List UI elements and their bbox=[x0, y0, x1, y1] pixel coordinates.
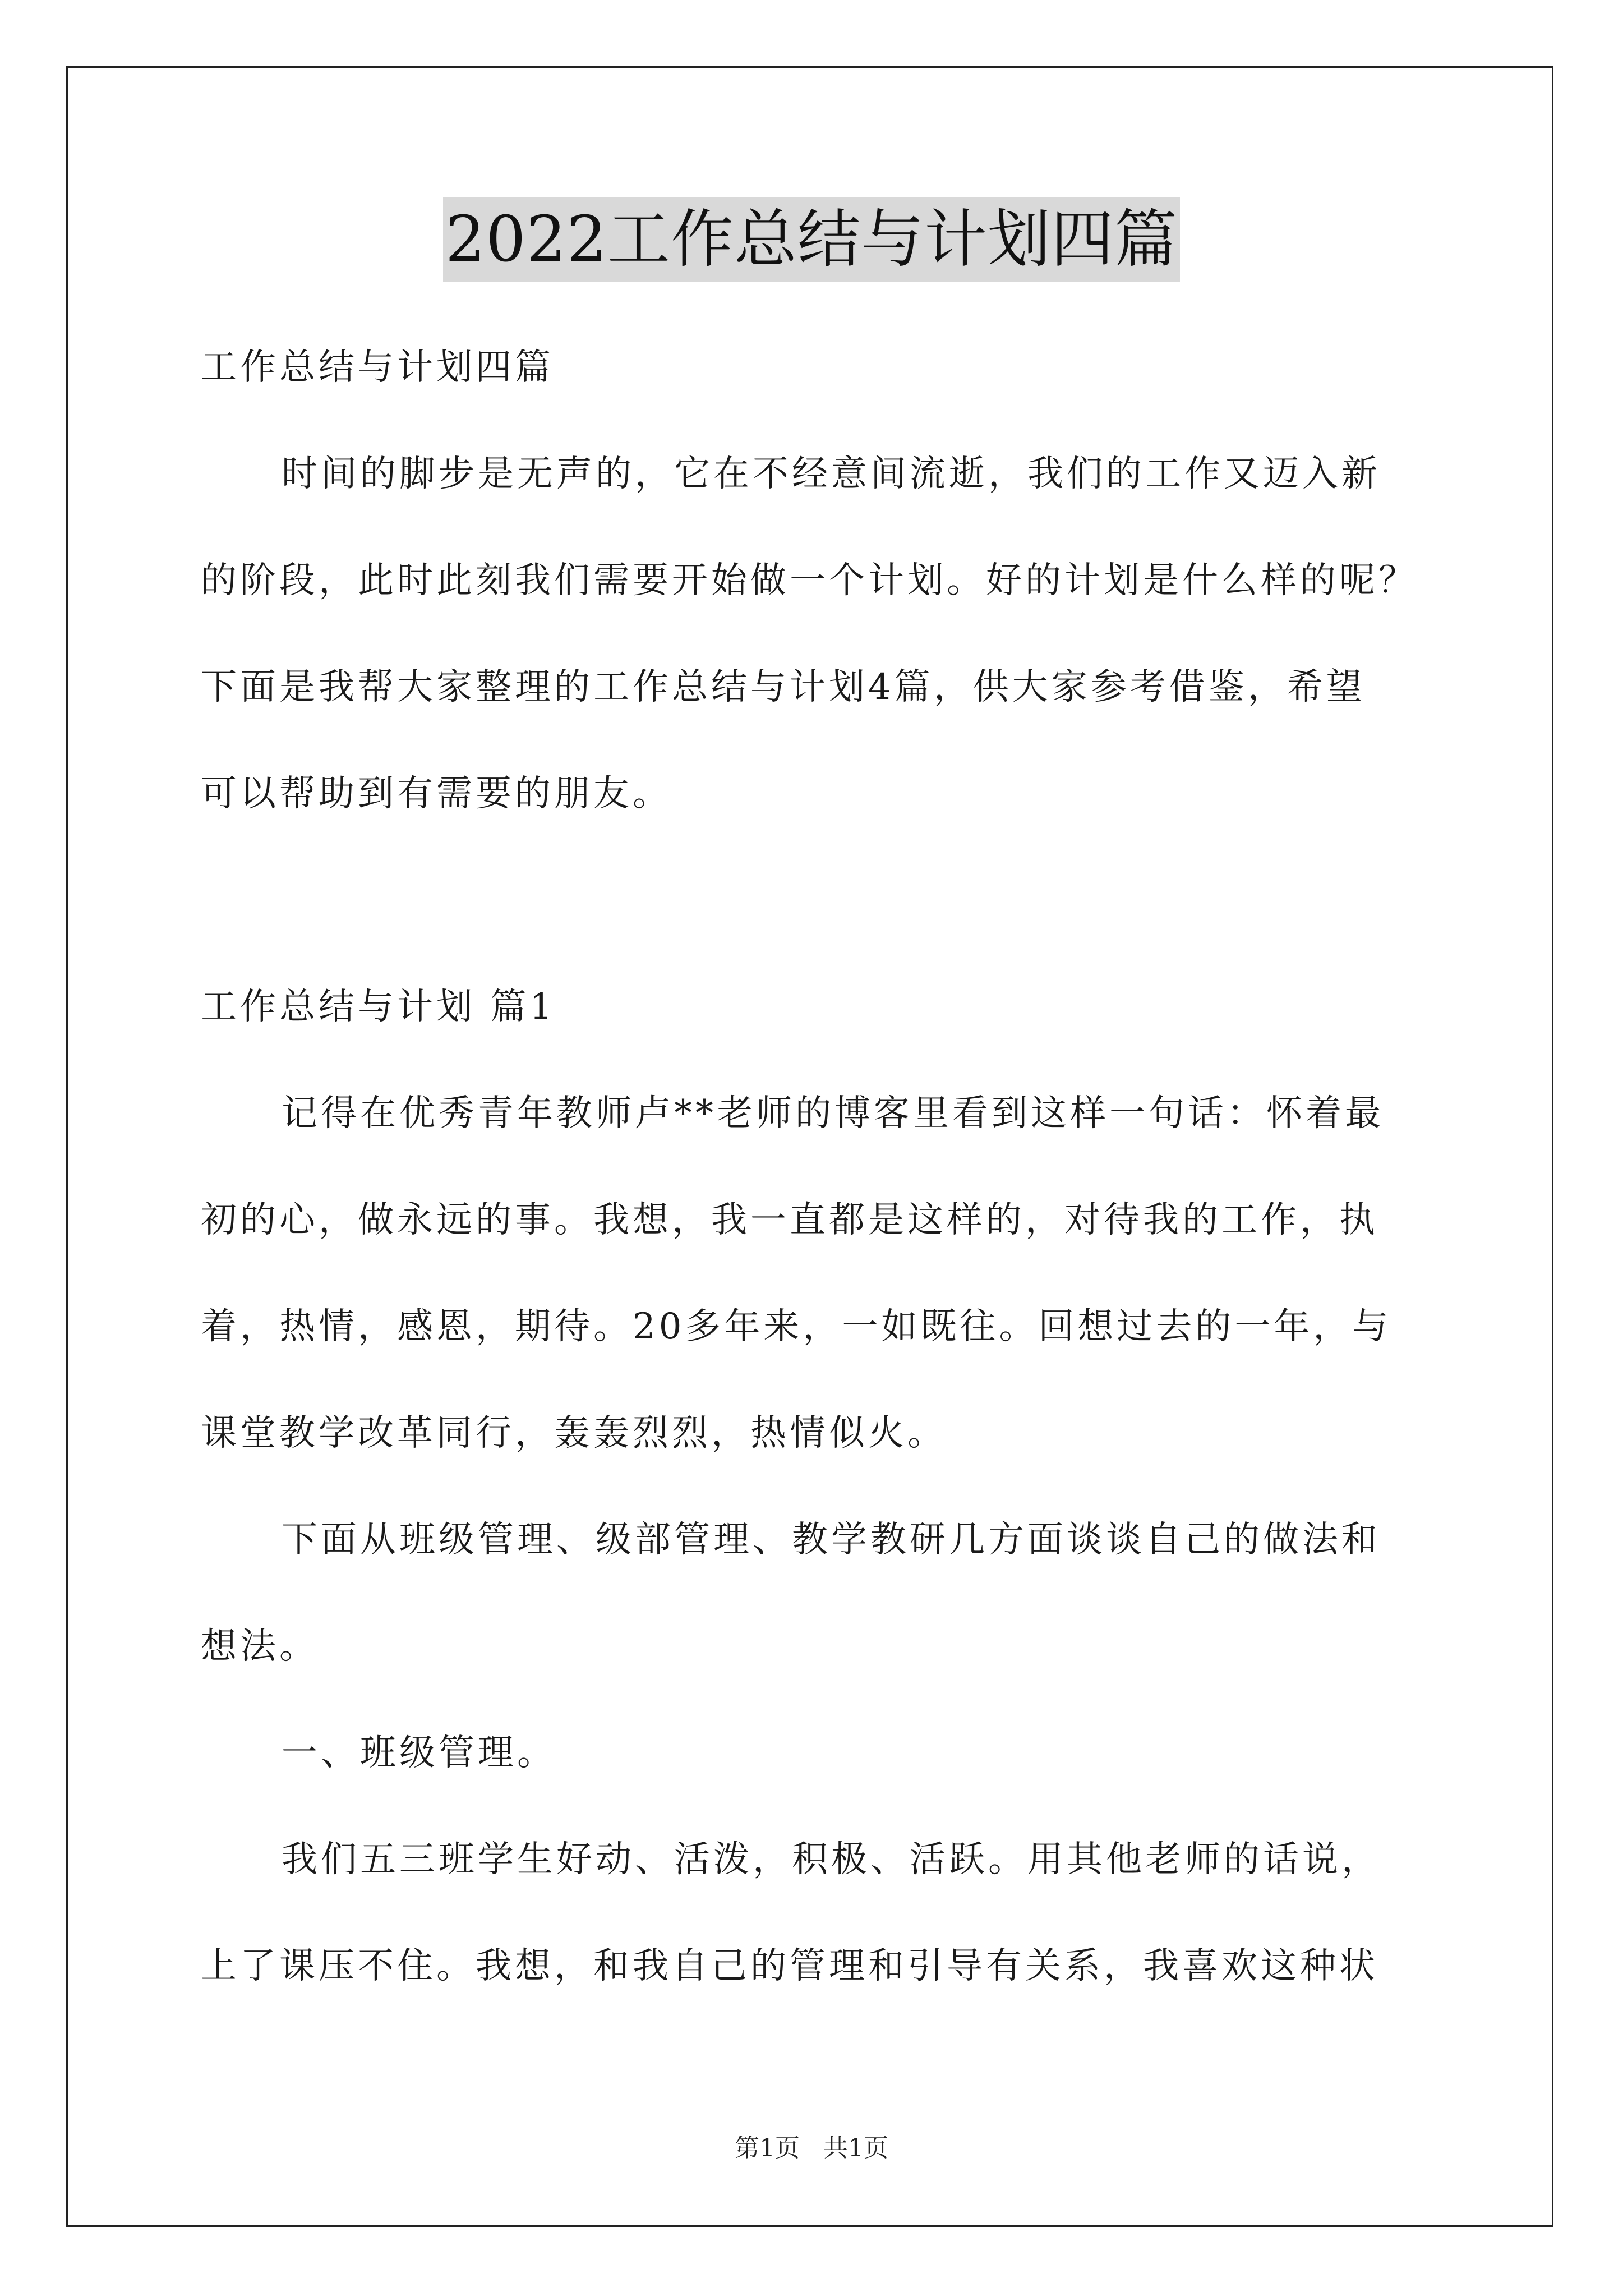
text-line: 下面从班级管理、级部管理、教学教研几方面谈谈自己的做法和 bbox=[282, 1519, 1381, 1561]
text-line: 上了课压不住。我想，和我自己的管理和引导有关系，我喜欢这种状 bbox=[201, 1945, 1378, 1987]
text-line: 可以帮助到有需要的朋友。 bbox=[201, 773, 672, 815]
text-line: 工作总结与计划四篇 bbox=[201, 347, 554, 388]
document-title: 2022工作总结与计划四篇 bbox=[443, 197, 1180, 282]
text-line: 的阶段，此时此刻我们需要开始做一个计划。好的计划是什么样的呢？ bbox=[201, 560, 1418, 601]
text-line: 记得在优秀青年教师卢**老师的博客里看到这样一句话：怀着最 bbox=[282, 1093, 1384, 1134]
blank-line bbox=[201, 847, 1435, 954]
text-line: 一、班级管理。 bbox=[282, 1732, 556, 1774]
text-line: 时间的脚步是无声的，它在不经意间流逝，我们的工作又迈入新 bbox=[282, 453, 1381, 495]
text-line: 想法。 bbox=[201, 1626, 319, 1667]
page-number: 第1页 bbox=[735, 2134, 800, 2162]
page-total: 共1页 bbox=[823, 2134, 888, 2162]
title-container bbox=[0, 197, 1623, 282]
text-line: 工作总结与计划 篇1 bbox=[201, 986, 556, 1028]
text-line: 课堂教学改革同行，轰轰烈烈，热情似火。 bbox=[201, 1412, 947, 1454]
text-line: 初的心，做永远的事。我想，我一直都是这样的，对待我的工作，执 bbox=[201, 1199, 1378, 1241]
text-line: 我们五三班学生好动、活泼，积极、活跃。用其他老师的话说， bbox=[282, 1839, 1381, 1880]
text-line: 着，热情，感恩，期待。20多年来，一如既往。回想过去的一年，与 bbox=[201, 1306, 1392, 1347]
page-footer bbox=[0, 2132, 1623, 2165]
document-body bbox=[201, 314, 1435, 2019]
text-line: 下面是我帮大家整理的工作总结与计划4篇，供大家参考借鉴，希望 bbox=[201, 666, 1366, 708]
